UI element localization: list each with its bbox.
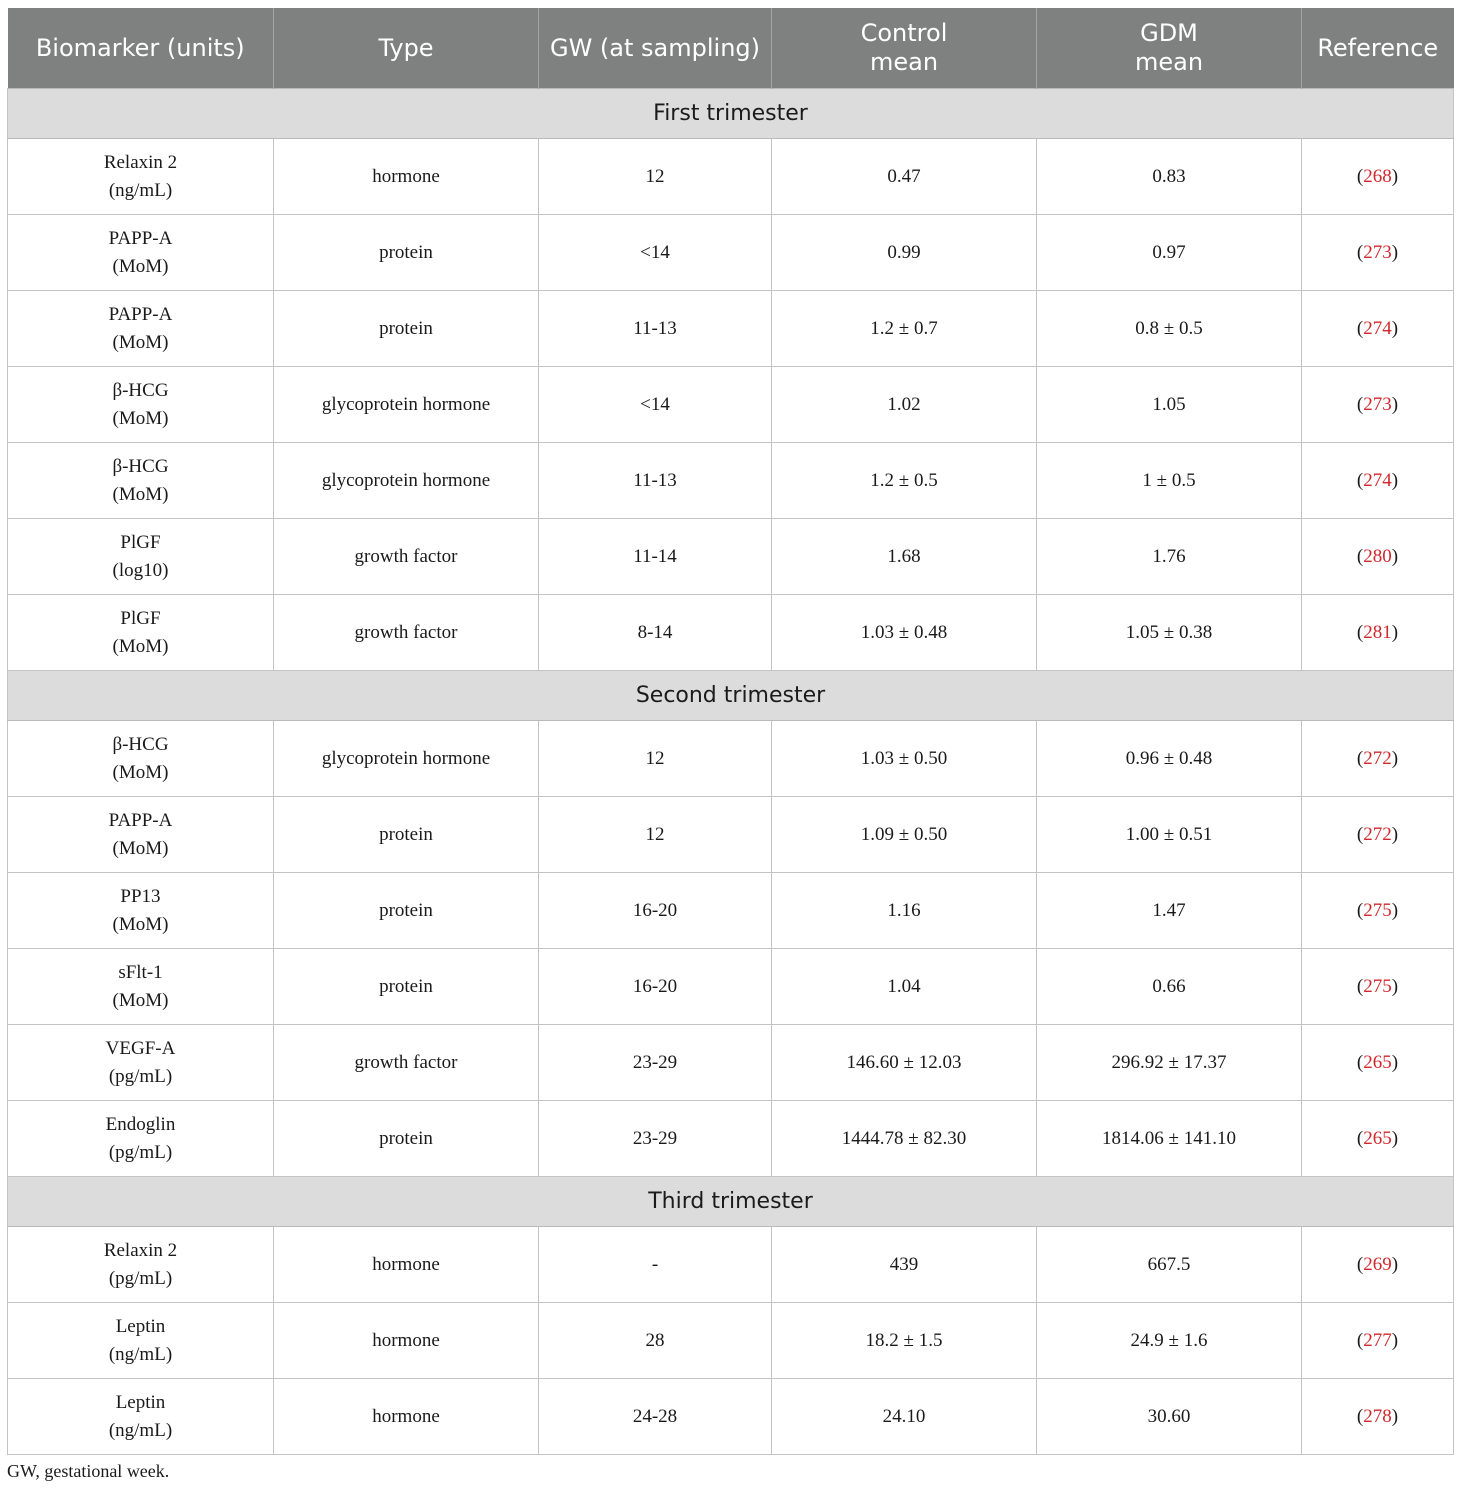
table-row — [8, 721, 1454, 797]
biomarker-units: (pg/mL) — [108, 1065, 173, 1087]
type-cell: protein — [274, 949, 539, 1025]
reference-cell — [1302, 443, 1454, 519]
biomarker-cell — [8, 519, 274, 595]
type-cell: growth factor — [274, 595, 539, 671]
reference-link[interactable]: 272 — [1363, 823, 1392, 845]
type-cell: growth factor — [274, 519, 539, 595]
open-paren: ( — [1356, 823, 1364, 845]
reference-link[interactable]: 278 — [1363, 1405, 1392, 1427]
biomarker-cell — [8, 443, 274, 519]
gdm-mean-cell: 0.97 — [1037, 215, 1302, 291]
table-row — [8, 1303, 1454, 1379]
table-row — [8, 873, 1454, 949]
biomarker-cell — [8, 291, 274, 367]
type-cell: growth factor — [274, 1025, 539, 1101]
open-paren: ( — [1356, 975, 1364, 997]
close-paren: ) — [1391, 545, 1399, 567]
gdm-mean-cell: 667.5 — [1037, 1227, 1302, 1303]
reference-cell — [1302, 139, 1454, 215]
gw-cell: 11-13 — [539, 291, 772, 367]
biomarker-units: (MoM) — [112, 913, 169, 935]
reference-cell — [1302, 873, 1454, 949]
table-row — [8, 1227, 1454, 1303]
reference-link[interactable]: 277 — [1363, 1329, 1392, 1351]
biomarker-name: PlGF — [120, 531, 161, 553]
table-row — [8, 291, 1454, 367]
close-paren: ) — [1391, 1127, 1399, 1149]
open-paren: ( — [1356, 469, 1364, 491]
close-paren: ) — [1391, 241, 1399, 263]
gw-cell: 28 — [539, 1303, 772, 1379]
reference-link[interactable]: 265 — [1363, 1127, 1392, 1149]
biomarker-cell — [8, 1025, 274, 1101]
reference-cell — [1302, 721, 1454, 797]
biomarker-name: PAPP-A — [108, 227, 173, 249]
type-cell: glycoprotein hormone — [274, 367, 539, 443]
biomarker-name: Leptin — [115, 1315, 166, 1337]
table-row — [8, 1101, 1454, 1177]
section-row — [8, 671, 1454, 721]
column-header-label: Control — [860, 19, 948, 47]
reference-link[interactable]: 273 — [1363, 241, 1392, 263]
open-paren: ( — [1356, 393, 1364, 415]
biomarker-units: (MoM) — [112, 837, 169, 859]
gdm-mean-cell: 1.00 ± 0.51 — [1037, 797, 1302, 873]
biomarker-units: (MoM) — [112, 331, 169, 353]
open-paren: ( — [1356, 1051, 1364, 1073]
biomarker-name: β-HCG — [112, 455, 169, 477]
reference-link[interactable]: 280 — [1363, 545, 1392, 567]
control-mean-cell: 1.09 ± 0.50 — [772, 797, 1037, 873]
reference-link[interactable]: 272 — [1363, 747, 1392, 769]
biomarker-units: (ng/mL) — [108, 1343, 173, 1365]
control-mean-cell: 1.2 ± 0.7 — [772, 291, 1037, 367]
gdm-mean-cell: 0.96 ± 0.48 — [1037, 721, 1302, 797]
column-header-label: Biomarker (units) — [35, 33, 245, 62]
gw-cell: 12 — [539, 721, 772, 797]
reference-cell — [1302, 595, 1454, 671]
biomarker-name: Relaxin 2 — [103, 151, 178, 173]
biomarker-units: (pg/mL) — [108, 1141, 173, 1163]
biomarker-cell — [8, 139, 274, 215]
reference-cell — [1302, 1101, 1454, 1177]
column-header-label: GW (at sampling) — [549, 33, 761, 62]
reference-link[interactable]: 273 — [1363, 393, 1392, 415]
close-paren: ) — [1391, 469, 1399, 491]
gw-cell: - — [539, 1227, 772, 1303]
control-mean-cell: 24.10 — [772, 1379, 1037, 1455]
table-row — [8, 1025, 1454, 1101]
biomarker-table — [7, 8, 1454, 1455]
biomarker-cell — [8, 873, 274, 949]
table-body — [8, 89, 1454, 1455]
column-header-label-line2: mean — [1134, 48, 1204, 76]
biomarker-name: β-HCG — [112, 379, 169, 401]
biomarker-units: (MoM) — [112, 407, 169, 429]
column-header — [772, 8, 1037, 89]
reference-cell — [1302, 1379, 1454, 1455]
close-paren: ) — [1391, 823, 1399, 845]
table-row — [8, 949, 1454, 1025]
open-paren: ( — [1356, 1253, 1364, 1275]
open-paren: ( — [1356, 1405, 1364, 1427]
gw-cell: <14 — [539, 367, 772, 443]
open-paren: ( — [1356, 545, 1364, 567]
biomarker-units: (pg/mL) — [108, 1267, 173, 1289]
gdm-mean-cell: 0.66 — [1037, 949, 1302, 1025]
column-header-label: GDM — [1140, 19, 1198, 47]
section-title: Second trimester — [8, 671, 1454, 721]
type-cell: protein — [274, 291, 539, 367]
biomarker-name: VEGF-A — [105, 1037, 176, 1059]
reference-cell — [1302, 291, 1454, 367]
biomarker-units: (ng/mL) — [108, 1419, 173, 1441]
biomarker-name: PlGF — [120, 607, 161, 629]
control-mean-cell: 1.68 — [772, 519, 1037, 595]
biomarker-name: Endoglin — [105, 1113, 176, 1135]
biomarker-cell — [8, 1101, 274, 1177]
close-paren: ) — [1391, 975, 1399, 997]
close-paren: ) — [1391, 747, 1399, 769]
open-paren: ( — [1356, 899, 1364, 921]
reference-cell — [1302, 949, 1454, 1025]
type-cell: protein — [274, 215, 539, 291]
biomarker-name: PAPP-A — [108, 809, 173, 831]
type-cell: protein — [274, 1101, 539, 1177]
reference-link[interactable]: 268 — [1363, 165, 1392, 187]
table-header — [8, 8, 1454, 89]
biomarker-name: β-HCG — [112, 733, 169, 755]
biomarker-units: (MoM) — [112, 483, 169, 505]
table-row — [8, 139, 1454, 215]
section-row — [8, 89, 1454, 139]
biomarker-cell — [8, 1227, 274, 1303]
control-mean-cell: 18.2 ± 1.5 — [772, 1303, 1037, 1379]
reference-link[interactable]: 274 — [1363, 317, 1392, 339]
control-mean-cell: 1444.78 ± 82.30 — [772, 1101, 1037, 1177]
type-cell: glycoprotein hormone — [274, 721, 539, 797]
control-mean-cell: 1.03 ± 0.50 — [772, 721, 1037, 797]
control-mean-cell: 1.16 — [772, 873, 1037, 949]
type-cell: hormone — [274, 139, 539, 215]
column-header — [274, 8, 539, 89]
gdm-mean-cell: 24.9 ± 1.6 — [1037, 1303, 1302, 1379]
table-row — [8, 797, 1454, 873]
biomarker-cell — [8, 595, 274, 671]
control-mean-cell: 1.04 — [772, 949, 1037, 1025]
reference-link[interactable]: 269 — [1363, 1253, 1392, 1275]
gw-cell: 24-28 — [539, 1379, 772, 1455]
type-cell: hormone — [274, 1379, 539, 1455]
gw-cell: 23-29 — [539, 1101, 772, 1177]
gw-cell: 11-14 — [539, 519, 772, 595]
biomarker-name: Leptin — [115, 1391, 166, 1413]
biomarker-units: (MoM) — [112, 635, 169, 657]
type-cell: protein — [274, 797, 539, 873]
gdm-mean-cell: 1.47 — [1037, 873, 1302, 949]
gw-cell: 23-29 — [539, 1025, 772, 1101]
open-paren: ( — [1356, 317, 1364, 339]
biomarker-units: (ng/mL) — [108, 179, 173, 201]
type-cell: glycoprotein hormone — [274, 443, 539, 519]
gdm-mean-cell: 0.83 — [1037, 139, 1302, 215]
open-paren: ( — [1356, 1127, 1364, 1149]
reference-cell — [1302, 367, 1454, 443]
close-paren: ) — [1391, 165, 1399, 187]
column-header-label-line2: mean — [869, 48, 939, 76]
control-mean-cell: 1.03 ± 0.48 — [772, 595, 1037, 671]
reference-cell — [1302, 215, 1454, 291]
biomarker-cell — [8, 1303, 274, 1379]
reference-cell — [1302, 519, 1454, 595]
biomarker-cell — [8, 721, 274, 797]
reference-link[interactable]: 275 — [1363, 899, 1392, 921]
biomarker-cell — [8, 1379, 274, 1455]
open-paren: ( — [1356, 165, 1364, 187]
control-mean-cell: 0.99 — [772, 215, 1037, 291]
close-paren: ) — [1391, 317, 1399, 339]
table-row — [8, 215, 1454, 291]
reference-cell — [1302, 1025, 1454, 1101]
control-mean-cell: 0.47 — [772, 139, 1037, 215]
open-paren: ( — [1356, 1329, 1364, 1351]
biomarker-units: (MoM) — [112, 761, 169, 783]
close-paren: ) — [1391, 1253, 1399, 1275]
section-row — [8, 1177, 1454, 1227]
reference-link[interactable]: 275 — [1363, 975, 1392, 997]
biomarker-units: (MoM) — [112, 989, 169, 1011]
biomarker-units: (MoM) — [112, 255, 169, 277]
biomarker-cell — [8, 215, 274, 291]
type-cell: protein — [274, 873, 539, 949]
section-title: First trimester — [8, 89, 1454, 139]
type-cell: hormone — [274, 1303, 539, 1379]
column-header — [8, 8, 274, 89]
close-paren: ) — [1391, 1051, 1399, 1073]
reference-cell — [1302, 1227, 1454, 1303]
biomarker-cell — [8, 949, 274, 1025]
column-header — [539, 8, 772, 89]
table-row — [8, 1379, 1454, 1455]
biomarker-name: sFlt-1 — [118, 961, 163, 983]
biomarker-name: PP13 — [120, 885, 161, 907]
control-mean-cell: 439 — [772, 1227, 1037, 1303]
gdm-mean-cell: 1814.06 ± 141.10 — [1037, 1101, 1302, 1177]
biomarker-name: Relaxin 2 — [103, 1239, 178, 1261]
type-cell: hormone — [274, 1227, 539, 1303]
biomarker-cell — [8, 797, 274, 873]
biomarker-name: PAPP-A — [108, 303, 173, 325]
reference-link[interactable]: 274 — [1363, 469, 1392, 491]
open-paren: ( — [1356, 747, 1364, 769]
gdm-mean-cell: 1.05 ± 0.38 — [1037, 595, 1302, 671]
open-paren: ( — [1356, 621, 1364, 643]
table-row — [8, 367, 1454, 443]
biomarker-cell — [8, 367, 274, 443]
gw-cell: 16-20 — [539, 873, 772, 949]
gdm-mean-cell: 1.05 — [1037, 367, 1302, 443]
column-header — [1302, 8, 1454, 89]
gw-cell: 8-14 — [539, 595, 772, 671]
column-header-label: Reference — [1317, 33, 1439, 62]
table-row — [8, 595, 1454, 671]
gw-cell: 12 — [539, 797, 772, 873]
gdm-mean-cell: 1.76 — [1037, 519, 1302, 595]
control-mean-cell: 146.60 ± 12.03 — [772, 1025, 1037, 1101]
close-paren: ) — [1391, 899, 1399, 921]
table-row — [8, 519, 1454, 595]
control-mean-cell: 1.02 — [772, 367, 1037, 443]
gw-cell: <14 — [539, 215, 772, 291]
gw-cell: 12 — [539, 139, 772, 215]
table-row — [8, 443, 1454, 519]
gdm-mean-cell: 0.8 ± 0.5 — [1037, 291, 1302, 367]
close-paren: ) — [1391, 1329, 1399, 1351]
column-header-label: Type — [378, 33, 434, 62]
close-paren: ) — [1391, 393, 1399, 415]
reference-link[interactable]: 265 — [1363, 1051, 1392, 1073]
reference-cell — [1302, 797, 1454, 873]
gw-cell: 11-13 — [539, 443, 772, 519]
reference-cell — [1302, 1303, 1454, 1379]
gw-cell: 16-20 — [539, 949, 772, 1025]
gdm-mean-cell: 296.92 ± 17.37 — [1037, 1025, 1302, 1101]
biomarker-units: (log10) — [112, 559, 169, 581]
gdm-mean-cell: 30.60 — [1037, 1379, 1302, 1455]
table-footnote: GW, gestational week. — [7, 1461, 170, 1481]
close-paren: ) — [1391, 621, 1399, 643]
reference-link[interactable]: 281 — [1363, 621, 1392, 643]
control-mean-cell: 1.2 ± 0.5 — [772, 443, 1037, 519]
close-paren: ) — [1391, 1405, 1399, 1427]
section-title: Third trimester — [8, 1177, 1454, 1227]
gdm-mean-cell: 1 ± 0.5 — [1037, 443, 1302, 519]
column-header — [1037, 8, 1302, 89]
open-paren: ( — [1356, 241, 1364, 263]
